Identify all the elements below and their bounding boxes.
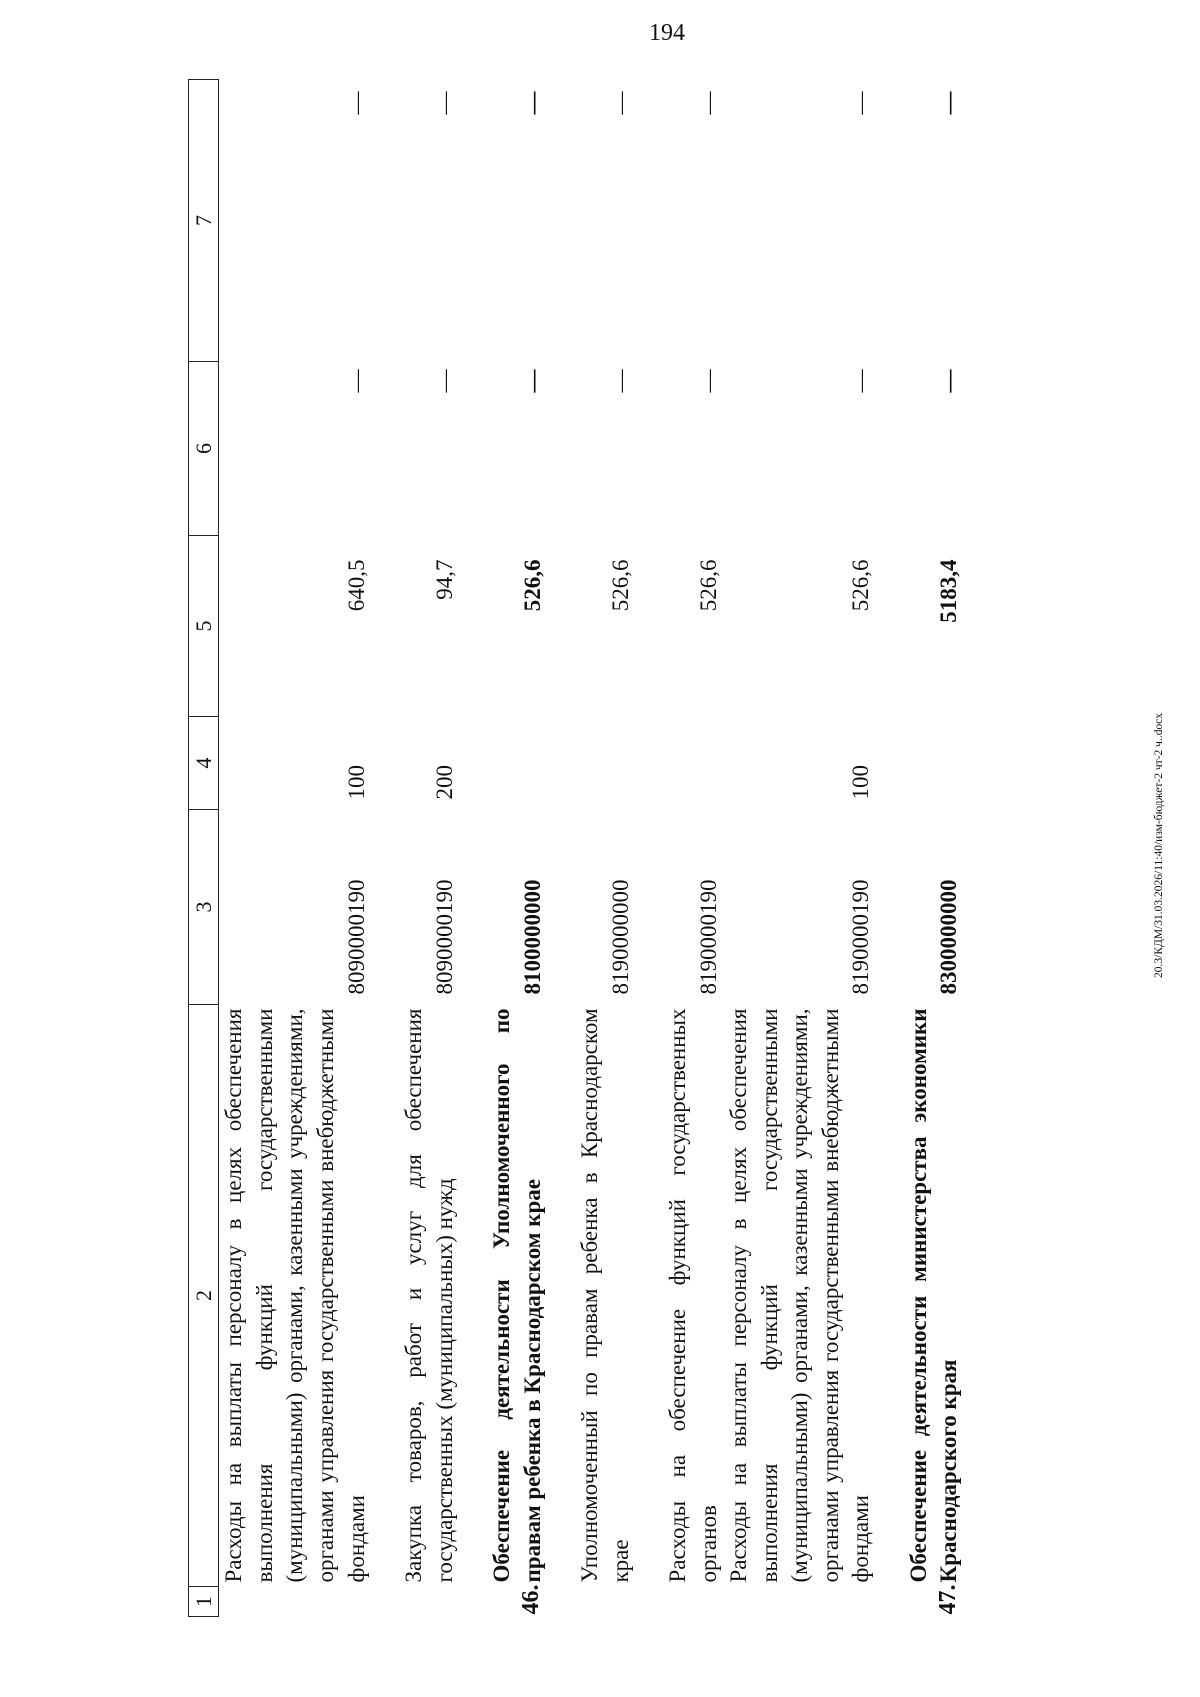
table-header-row (189, 80, 219, 1617)
row-sum: 526,6 (695, 559, 721, 612)
row-code: 8100000000 (519, 879, 545, 995)
table-row (460, 80, 548, 1617)
row-number: 46. (518, 1584, 545, 1615)
row-name: Расходы на обеспечение функций государственных органов (664, 1008, 721, 1583)
table-row (219, 80, 372, 1617)
row-col7: — (607, 91, 633, 115)
row-group (548, 717, 636, 810)
col-header-7: 7 (189, 80, 219, 362)
budget-table (188, 79, 965, 1617)
row-sum: 526,6 (848, 559, 874, 612)
table-row (636, 80, 724, 1617)
row-group (636, 717, 724, 810)
row-col7: — (431, 91, 457, 115)
row-sum: 640,5 (343, 559, 369, 612)
row-col6: — (519, 369, 545, 393)
row-group: 100 (848, 765, 874, 800)
row-code: 8300000000 (936, 879, 962, 995)
row-name (877, 1005, 965, 1615)
col-header-1: 1 (189, 1587, 219, 1617)
row-name: Закупка товаров, работ и услуг для обеспечения государственных (муниципальных) нужд (400, 1008, 457, 1583)
row-code: 8190000190 (695, 879, 721, 995)
row-number: 47. (935, 1584, 962, 1615)
row-name: Расходы на выплаты персоналу в целях обеспечения выполнения функций государственными (муниципальными) органами, казенными учреждениями, органами управления государственными внебюджетными фондами (726, 1008, 874, 1583)
row-name: Уполномоченный по правам ребенка в Краснодарском крае (576, 1008, 633, 1583)
row-col6: — (695, 369, 721, 393)
row-col6: — (343, 369, 369, 393)
row-col6: — (607, 369, 633, 393)
row-group: 100 (343, 765, 369, 800)
row-sum: 5183,4 (936, 559, 962, 623)
footer-file-path: 20.3/КДМ/31.03.2026/11:40/изм-бюджет-2 чт-2 ч..docx (1153, 712, 1165, 978)
row-sum: 94,7 (431, 559, 457, 600)
row-col6: — (431, 369, 457, 393)
row-name: Расходы на выплаты персоналу в целях обеспечения выполнения функций государственными (муниципальными) органами, казенными учреждениями, органами управления государственными внебюджетными фондами (221, 1008, 369, 1583)
row-col7: — (695, 91, 721, 115)
row-group: 200 (431, 765, 457, 800)
row-name-text: Обеспечение деятельности Уполномоченного по правам ребенка в Краснодарском крае (488, 1008, 545, 1583)
col-header-4: 4 (189, 717, 219, 810)
row-col7: — (936, 91, 962, 115)
col-header-5: 5 (189, 536, 219, 717)
table-row (548, 80, 636, 1617)
table-row (877, 80, 965, 1617)
page-number: 194 (649, 20, 685, 46)
row-sum: 526,6 (607, 559, 633, 612)
table-row (724, 80, 877, 1617)
row-group (460, 717, 548, 810)
col-header-2: 2 (189, 1005, 219, 1587)
row-group (877, 717, 965, 810)
row-code: 8090000190 (431, 879, 457, 995)
row-name (460, 1005, 548, 1615)
col-header-6: 6 (189, 362, 219, 536)
row-code: 8190000000 (607, 879, 633, 995)
row-col7: — (848, 91, 874, 115)
row-name-text: Обеспечение деятельности министерства экономики Краснодарского края (905, 1008, 962, 1583)
row-col7: — (519, 91, 545, 115)
col-header-3: 3 (189, 810, 219, 1005)
row-col6: — (936, 369, 962, 393)
row-col6: — (848, 369, 874, 393)
rotated-table-container (188, 80, 1078, 1617)
row-sum: 526,6 (519, 559, 545, 612)
row-code: 8090000190 (343, 879, 369, 995)
row-code: 8190000190 (848, 879, 874, 995)
table-row (372, 80, 460, 1617)
row-col7: — (343, 91, 369, 115)
